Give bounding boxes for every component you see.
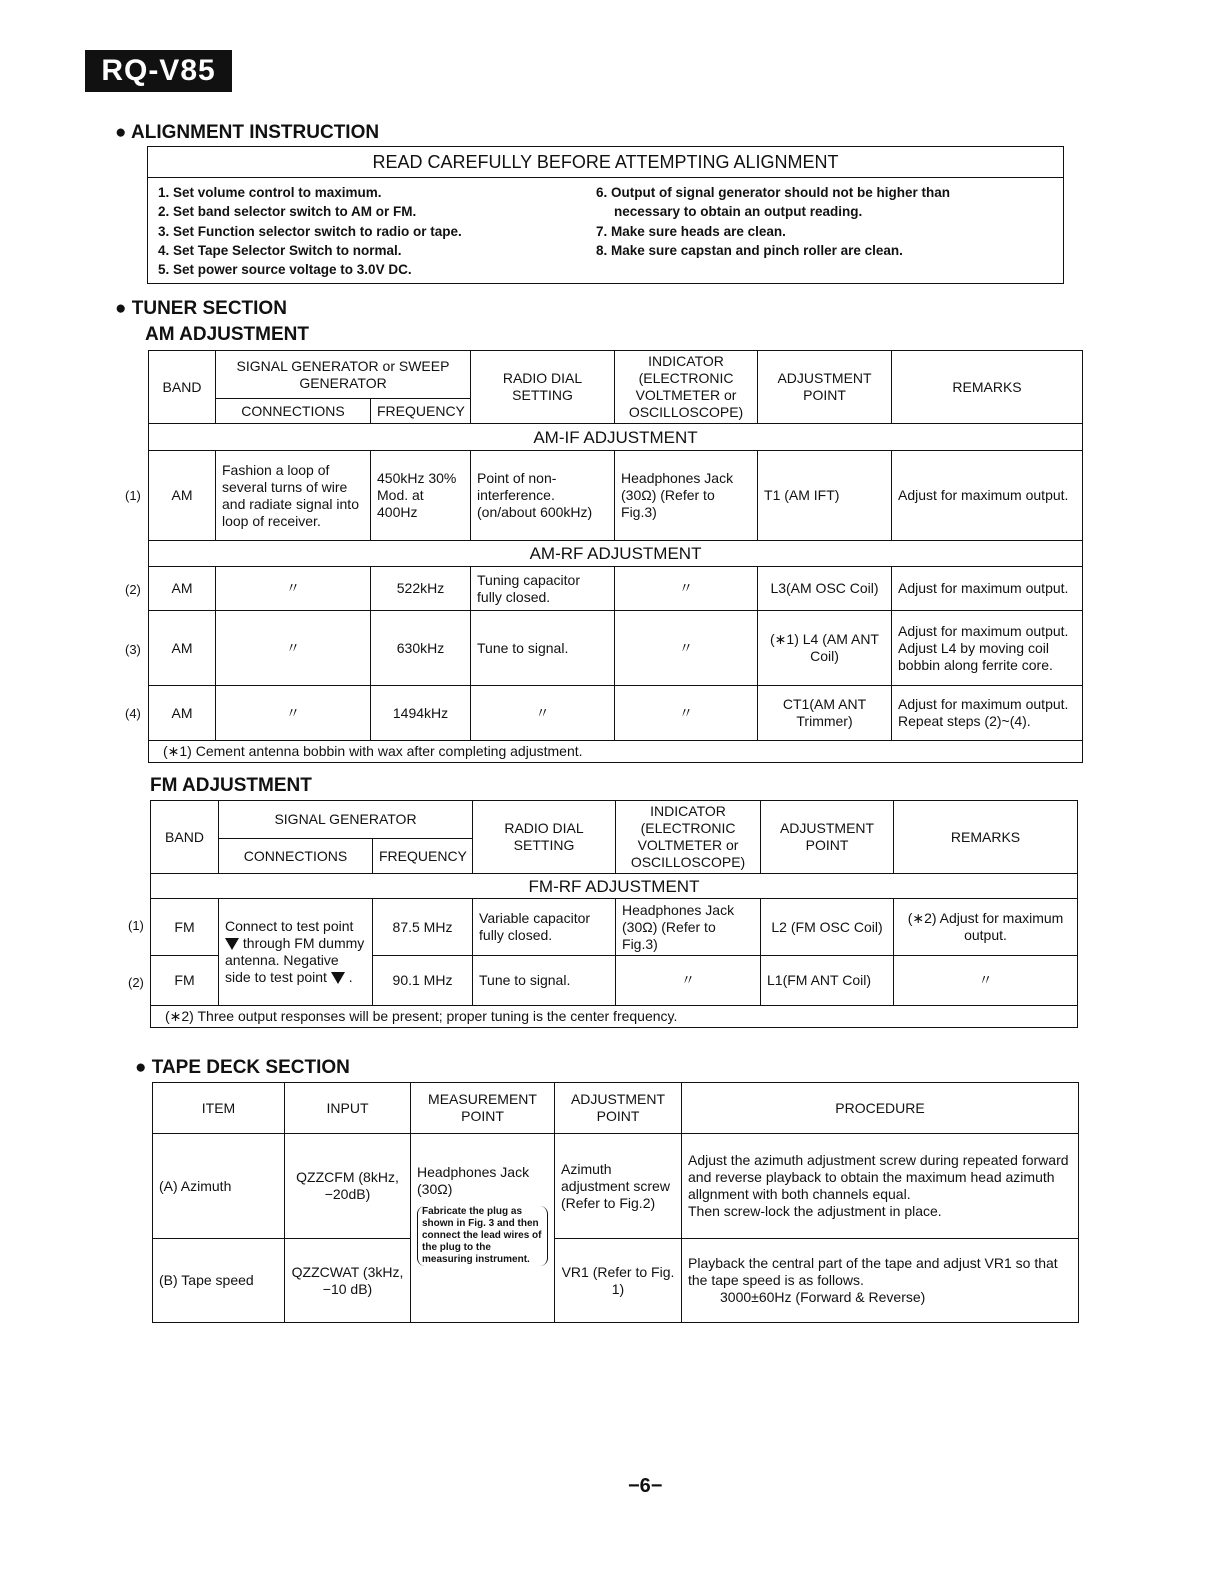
table-row: [149, 611, 1083, 686]
am-table: [148, 350, 1083, 763]
indicator: 〃: [616, 956, 761, 1006]
am-note: (∗1) Cement antenna bobbin with wax after completing adjustment.: [149, 741, 1083, 763]
header-connections: CONNECTIONS: [216, 399, 371, 424]
am-rf-section: AM-RF ADJUSTMENT: [149, 541, 1083, 567]
procedure-text: 3000±60Hz (Forward & Reverse): [720, 1289, 926, 1305]
header-remarks: REMARKS: [892, 351, 1083, 424]
frequency: 1494kHz: [371, 686, 471, 741]
connections: 〃: [216, 567, 371, 611]
frequency: 522kHz: [371, 567, 471, 611]
row-number: (2): [125, 582, 141, 597]
connections: Connect to test point through FM dummy antenna. Negative side to test point .: [219, 899, 373, 1006]
connections-text: Connect to test point: [225, 918, 354, 934]
am-if-section: AM-IF ADJUSTMENT: [149, 424, 1083, 451]
band: AM: [149, 567, 216, 611]
input: QZZCFM (8kHz, −20dB): [285, 1134, 411, 1239]
tuner-title: ● TUNER SECTION: [115, 298, 287, 319]
connections-text: through FM dummy antenna. Negative side to test point: [225, 935, 365, 985]
instruction-item: necessary to obtain an output reading.: [614, 204, 863, 220]
frequency: 87.5 MHz: [373, 899, 473, 956]
instruction-item: 8. Make sure capstan and pinch roller are clean.: [596, 242, 903, 258]
header-item: ITEM: [153, 1083, 285, 1134]
indicator: 〃: [615, 611, 758, 686]
radio-dial: Tuning capacitor fully closed.: [471, 567, 615, 611]
test-point-1-icon: [225, 938, 239, 950]
alignment-header: READ CAREFULLY BEFORE ATTEMPTING ALIGNMENT: [148, 147, 1063, 178]
procedure-text: Then screw-lock the adjustment in place.: [688, 1203, 942, 1219]
connections: Fashion a loop of several turns of wire and radiate signal into loop of receiver.: [216, 451, 371, 541]
header-remarks: REMARKS: [894, 801, 1078, 874]
instruction-item: 1. Set volume control to maximum.: [158, 185, 382, 200]
measurement-text: Headphones Jack (30Ω): [417, 1164, 530, 1197]
adjustment-point: T1 (AM IFT): [758, 451, 892, 541]
frequency: 630kHz: [371, 611, 471, 686]
band: AM: [149, 451, 216, 541]
header-radio-dial: RADIO DIAL SETTING: [471, 351, 615, 424]
header-connections: CONNECTIONS: [219, 839, 373, 874]
header-adjustment-point: ADJUSTMENT POINT: [758, 351, 892, 424]
adjustment-point: Azimuth adjustment screw (Refer to Fig.2): [555, 1134, 682, 1239]
connections: 〃: [216, 611, 371, 686]
header-radio-dial: RADIO DIAL SETTING: [473, 801, 616, 874]
table-row: [149, 451, 1083, 541]
band: FM: [151, 956, 219, 1006]
adjustment-point: (∗1) L4 (AM ANT Coil): [758, 611, 892, 686]
tape-title: ● TAPE DECK SECTION: [135, 1057, 350, 1078]
table-row: [153, 1239, 1079, 1323]
adjustment-point: L1(FM ANT Coil): [761, 956, 894, 1006]
item: (B) Tape speed: [153, 1239, 285, 1323]
remarks: 〃: [894, 956, 1078, 1006]
header-adjustment-point: ADJUSTMENT POINT: [761, 801, 894, 874]
table-row: [151, 899, 1078, 956]
remarks: Adjust for maximum output.: [892, 567, 1083, 611]
radio-dial: 〃: [471, 686, 615, 741]
instruction-item: 6. Output of signal generator should not be higher than: [596, 185, 950, 200]
adjustment-point: CT1(AM ANT Trimmer): [758, 686, 892, 741]
header-band: BAND: [149, 351, 216, 424]
frequency: 450kHz 30% Mod. at 400Hz: [371, 451, 471, 541]
adjustment-point: VR1 (Refer to Fig. 1): [555, 1239, 682, 1323]
row-number: (1): [125, 488, 141, 503]
header-adjustment-point: ADJUSTMENT POINT: [555, 1083, 682, 1134]
remarks: Adjust for maximum output. Adjust L4 by moving coil bobbin along ferrite core.: [892, 611, 1083, 686]
instruction-item: 5. Set power source voltage to 3.0V DC.: [158, 262, 412, 278]
header-signal-generator: SIGNAL GENERATOR or SWEEP GENERATOR: [216, 351, 471, 399]
remarks: Adjust for maximum output.: [892, 451, 1083, 541]
header-frequency: FREQUENCY: [373, 839, 473, 874]
radio-dial: Point of non-interference. (on/about 600kHz): [471, 451, 615, 541]
header-frequency: FREQUENCY: [371, 399, 471, 424]
remarks: (∗2) Adjust for maximum output.: [894, 899, 1078, 956]
header-signal-generator: SIGNAL GENERATOR: [219, 801, 473, 839]
indicator: Headphones Jack (30Ω) (Refer to Fig.3): [615, 451, 758, 541]
test-point-2-icon: [331, 972, 345, 984]
band: AM: [149, 611, 216, 686]
indicator: 〃: [615, 567, 758, 611]
page-number: −6−: [628, 1475, 663, 1497]
input: QZZCWAT (3kHz, −10 dB): [285, 1239, 411, 1323]
header-indicator: INDICATOR (ELECTRONIC VOLTMETER or OSCILLOSCOPE): [615, 351, 758, 424]
instruction-item: 2. Set band selector switch to AM or FM.: [158, 204, 417, 220]
adjustment-point: L3(AM OSC Coil): [758, 567, 892, 611]
procedure-text: Adjust the azimuth adjustment screw during repeated forward and reverse playback to obtain the maximum head azimuth allgnment with both channels equal.: [688, 1152, 1069, 1202]
band: AM: [149, 686, 216, 741]
indicator: 〃: [615, 686, 758, 741]
table-row: [149, 686, 1083, 741]
am-title: AM ADJUSTMENT: [145, 324, 309, 345]
radio-dial: Tune to signal.: [473, 956, 616, 1006]
alignment-box: [147, 146, 1064, 284]
connections: 〃: [216, 686, 371, 741]
fm-title: FM ADJUSTMENT: [150, 775, 312, 796]
measurement-note: Fabricate the plug as shown in Fig. 3 and then connect the lead wires of the plug to the measuring instrument.: [417, 1206, 548, 1266]
procedure: [682, 1239, 1079, 1323]
model-logo: RQ-V85: [85, 50, 232, 92]
procedure: [682, 1134, 1079, 1239]
header-input: INPUT: [285, 1083, 411, 1134]
table-row: [153, 1134, 1079, 1239]
row-number: (4): [125, 706, 141, 721]
indicator: Headphones Jack (30Ω) (Refer to Fig.3): [616, 899, 761, 956]
instruction-item: 4. Set Tape Selector Switch to normal.: [158, 242, 402, 258]
measurement-point: [411, 1134, 555, 1323]
row-number: (2): [128, 975, 144, 990]
radio-dial: Tune to signal.: [471, 611, 615, 686]
fm-note: (∗2) Three output responses will be present; proper tuning is the center frequency.: [151, 1006, 1078, 1028]
alignment-title: ● ALIGNMENT INSTRUCTION: [115, 122, 380, 143]
row-number: (1): [128, 918, 144, 933]
procedure-text: Playback the central part of the tape and adjust VR1 so that the tape speed is as follows.: [688, 1255, 1058, 1288]
header-indicator: INDICATOR (ELECTRONIC VOLTMETER or OSCILLOSCOPE): [616, 801, 761, 874]
band: FM: [151, 899, 219, 956]
item: (A) Azimuth: [153, 1134, 285, 1239]
table-row: [149, 567, 1083, 611]
fm-table: [150, 800, 1078, 1028]
fm-rf-section: FM-RF ADJUSTMENT: [151, 874, 1078, 899]
row-number: (3): [125, 642, 141, 657]
tape-table: [152, 1082, 1079, 1323]
instruction-item: 3. Set Function selector switch to radio or tape.: [158, 223, 462, 239]
header-procedure: PROCEDURE: [682, 1083, 1079, 1134]
radio-dial: Variable capacitor fully closed.: [473, 899, 616, 956]
adjustment-point: L2 (FM OSC Coil): [761, 899, 894, 956]
remarks: Adjust for maximum output. Repeat steps (2)~(4).: [892, 686, 1083, 741]
header-measurement-point: MEASUREMENT POINT: [411, 1083, 555, 1134]
frequency: 90.1 MHz: [373, 956, 473, 1006]
header-band: BAND: [151, 801, 219, 874]
instruction-item: 7. Make sure heads are clean.: [596, 223, 786, 239]
